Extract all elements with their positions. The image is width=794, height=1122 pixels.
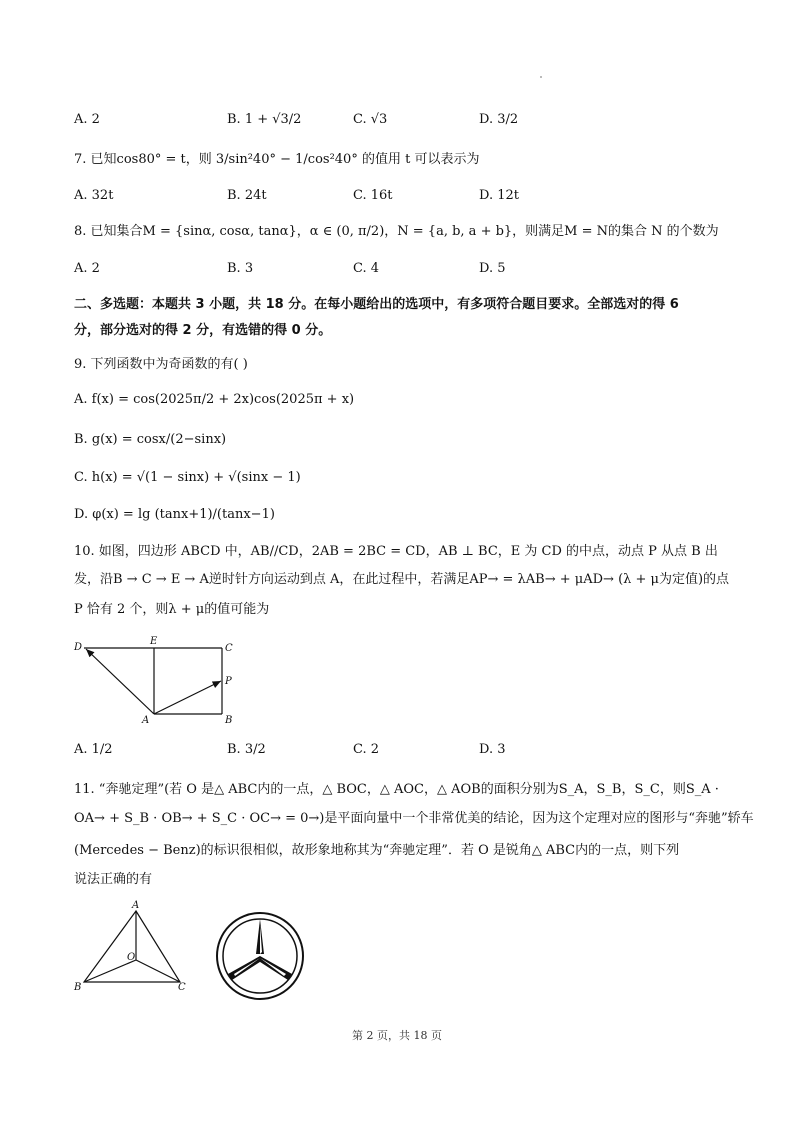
q10-option-c: C. 2 (353, 742, 380, 757)
q10-stem-line1: 10. 如图，四边形 ABCD 中，AB//CD，2AB = 2BC = CD，AB ⊥ BC，E 为 CD 的中点，动点 P 从点 B 出 (74, 544, 718, 559)
mercedes-benz-logo (214, 910, 306, 1002)
q10-vector-ad (86, 649, 154, 714)
q7-option-c: C. 16t (353, 188, 393, 203)
q11-label-b: B (74, 982, 82, 993)
q7-option-a: A. 32t (74, 188, 114, 203)
q10-vector-ap (154, 681, 221, 714)
q10-label-a: A (142, 715, 150, 726)
q10-label-e: E (150, 636, 158, 647)
q10-stem-line2: 发，沿B → C → E → A逆时针方向运动到点 A，在此过程中，若满足AP→ = λAB→ + μAD→ (λ + μ为定值)的点 (74, 572, 730, 587)
q6-option-a: A. 2 (74, 112, 100, 127)
q7-stem: 7. 已知cos80° = t，则 3/sin²40° − 1/cos²40° 的值用 t 可以表示为 (74, 152, 480, 167)
scan-speck (540, 76, 542, 78)
q10-label-p: P (225, 676, 232, 687)
q6-option-c: C. √3 (353, 112, 388, 127)
q10-option-a: A. 1/2 (74, 742, 113, 757)
q11-label-c: C (178, 982, 186, 993)
q7-option-d: D. 12t (479, 188, 519, 203)
page-footer: 第 2 页，共 18 页 (352, 1029, 442, 1042)
q11-triangle-abc (84, 911, 180, 982)
q10-stem-line3: P 恰有 2 个，则λ + μ的值可能为 (74, 602, 270, 617)
q9-stem: 9. 下列函数中为奇函数的有( ) (74, 357, 248, 372)
q11-stem-line2: OA→ + S_B · OB→ + S_C · OC→ = 0→)是平面向量中一个非常优美的结论，因为这个定理对应的图形与“奔驰”轿车 (74, 811, 754, 826)
q7-option-b: B. 24t (227, 188, 267, 203)
q9-option-c: C. h(x) = √(1 − sinx) + √(sinx − 1) (74, 470, 301, 485)
section2-heading-line1: 二、多选题：本题共 3 小题，共 18 分。在每小题给出的选项中，有多项符合题目要求。全部选对的得 6 (74, 297, 679, 312)
q10-figure (70, 635, 245, 730)
q9-option-d: D. φ(x) = lg (tanx+1)/(tanx−1) (74, 507, 275, 522)
section2-heading-line2: 分，部分选对的得 2 分，有选错的得 0 分。 (74, 323, 332, 338)
q9-option-b: B. g(x) = cosx/(2−sinx) (74, 432, 227, 447)
q11-stem-line3: (Mercedes − Benz)的标识很相似，故形象地称其为“奔驰定理”．若 O 是锐角△ ABC内的一点，则下列 (74, 843, 680, 858)
q11-stem-line4: 说法正确的有 (74, 872, 153, 887)
q6-option-d: D. 3/2 (479, 112, 519, 127)
q11-stem-line1: 11. “奔驰定理”(若 O 是△ ABC内的一点，△ BOC，△ AOC，△ AOB的面积分别为S_A，S_B，S_C，则S_A · (74, 782, 719, 797)
q10-option-d: D. 3 (479, 742, 506, 757)
q8-option-d: D. 5 (479, 261, 506, 276)
q9-option-a: A. f(x) = cos(2025π/2 + 2x)cos(2025π + x) (74, 392, 355, 407)
q10-option-b: B. 3/2 (227, 742, 266, 757)
q8-option-a: A. 2 (74, 261, 100, 276)
q8-option-c: C. 4 (353, 261, 380, 276)
q10-label-b: B (225, 715, 233, 726)
q6-option-b: B. 1 + √3/2 (227, 112, 302, 127)
q8-option-b: B. 3 (227, 261, 254, 276)
q11-label-a: A (132, 900, 140, 911)
q11-triangle-figure (70, 898, 195, 996)
q10-label-c: C (225, 643, 233, 654)
q8-stem: 8. 已知集合M = {sinα, cosα, tanα}，α ∈ (0, π/2)，N = {a, b, a + b}，则满足M = N的集合 N 的个数为 (74, 224, 719, 239)
q11-label-o: O (127, 952, 136, 963)
q10-label-d: D (74, 642, 83, 653)
